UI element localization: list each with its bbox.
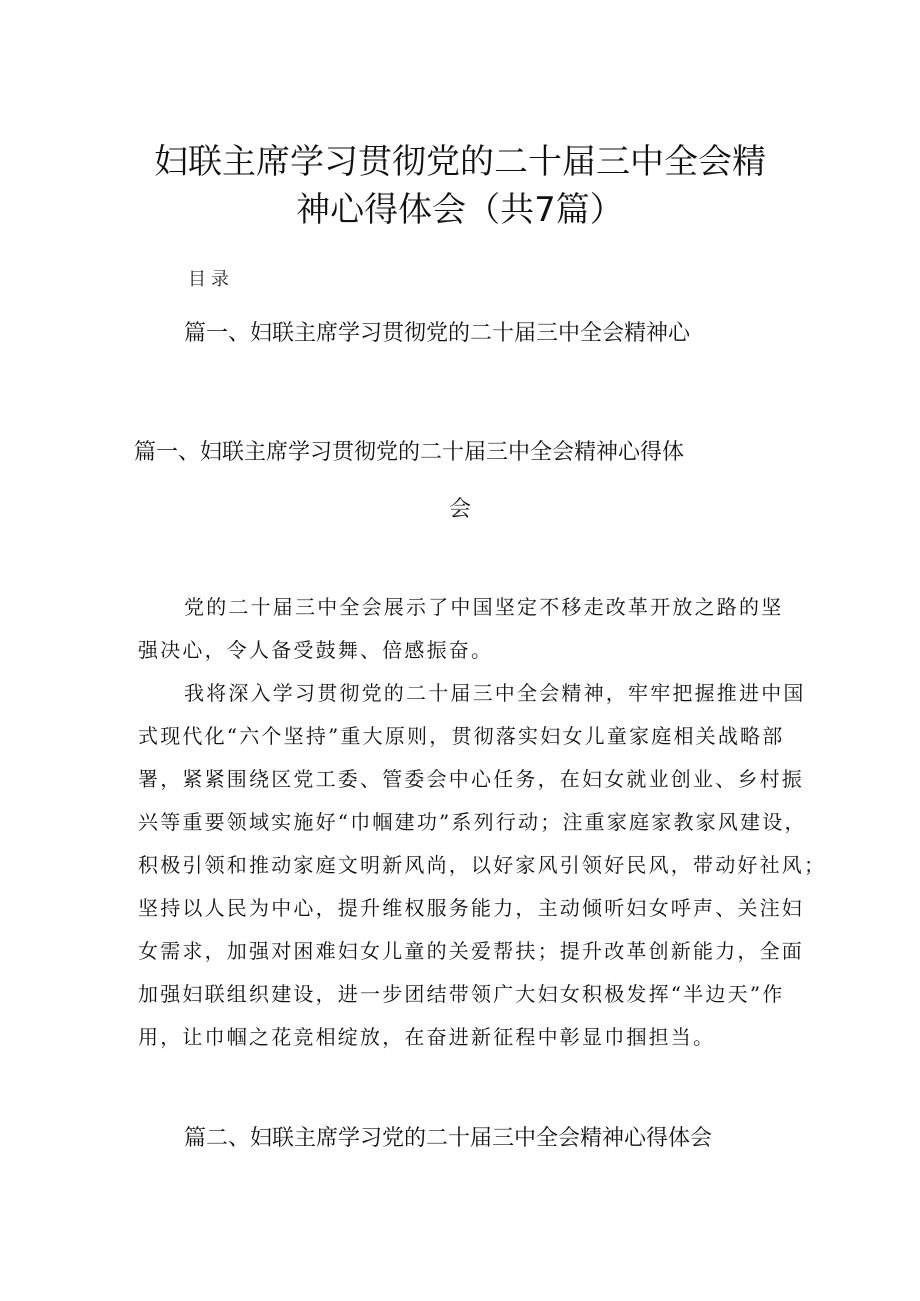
section-1-heading-line-1: 篇一、妇联主席学习贯彻党的二十届三中全会精神心得体: [134, 440, 685, 465]
paragraph-line: 兴等重要领域实施好“巾帼建功”系列行动；注重家庭家教家风建设，: [138, 810, 807, 834]
paragraph-line: 我将深入学习贯彻党的二十届三中全会精神，牢牢把握推进中国: [184, 681, 806, 705]
paragraph-line: 署，紧紧围绕区党工委、管委会中心任务，在妇女就业创业、乡村振: [138, 767, 804, 791]
paragraph-line: 加强妇联组织建设，进一步团结带领广大妇女积极发挥“半边天”作: [138, 982, 785, 1006]
document-title-line-1: 妇联主席学习贯彻党的二十届三中全会精: [154, 142, 766, 182]
paragraph-line: 坚持以人民为中心，提升维权服务能力，主动倾听妇女呼声、关注妇: [138, 896, 804, 920]
toc-label: 目录: [188, 269, 234, 290]
section-2-heading: 篇二、妇联主席学习党的二十届三中全会精神心得体会: [184, 1126, 713, 1151]
paragraph-line: 式现代化“六个坚持”重大原则，贯彻落实妇女儿童家庭相关战略部: [138, 724, 785, 748]
paragraph-line: 强决心，令人备受鼓舞、倍感振奋。: [138, 638, 494, 662]
paragraph-line: 女需求，加强对困难妇女儿童的关爱帮扶；提升改革创新能力，全面: [138, 939, 804, 963]
paragraph-line: 党的二十届三中全会展示了中国坚定不移走改革开放之路的坚: [184, 595, 784, 619]
paragraph-line: 积极引领和推动家庭文明新风尚，以好家风引领好民风，带动好社风；: [138, 853, 827, 877]
section-1-heading-line-2: 会: [449, 497, 472, 522]
toc-item[interactable]: 篇一、妇联主席学习贯彻党的二十届三中全会精神心: [184, 321, 691, 346]
document-title-line-2: 神心得体会（共7篇）: [296, 190, 624, 230]
paragraph-line: 用，让巾帼之花竞相绽放，在奋进新征程中彰显巾掴担当。: [138, 1025, 716, 1049]
